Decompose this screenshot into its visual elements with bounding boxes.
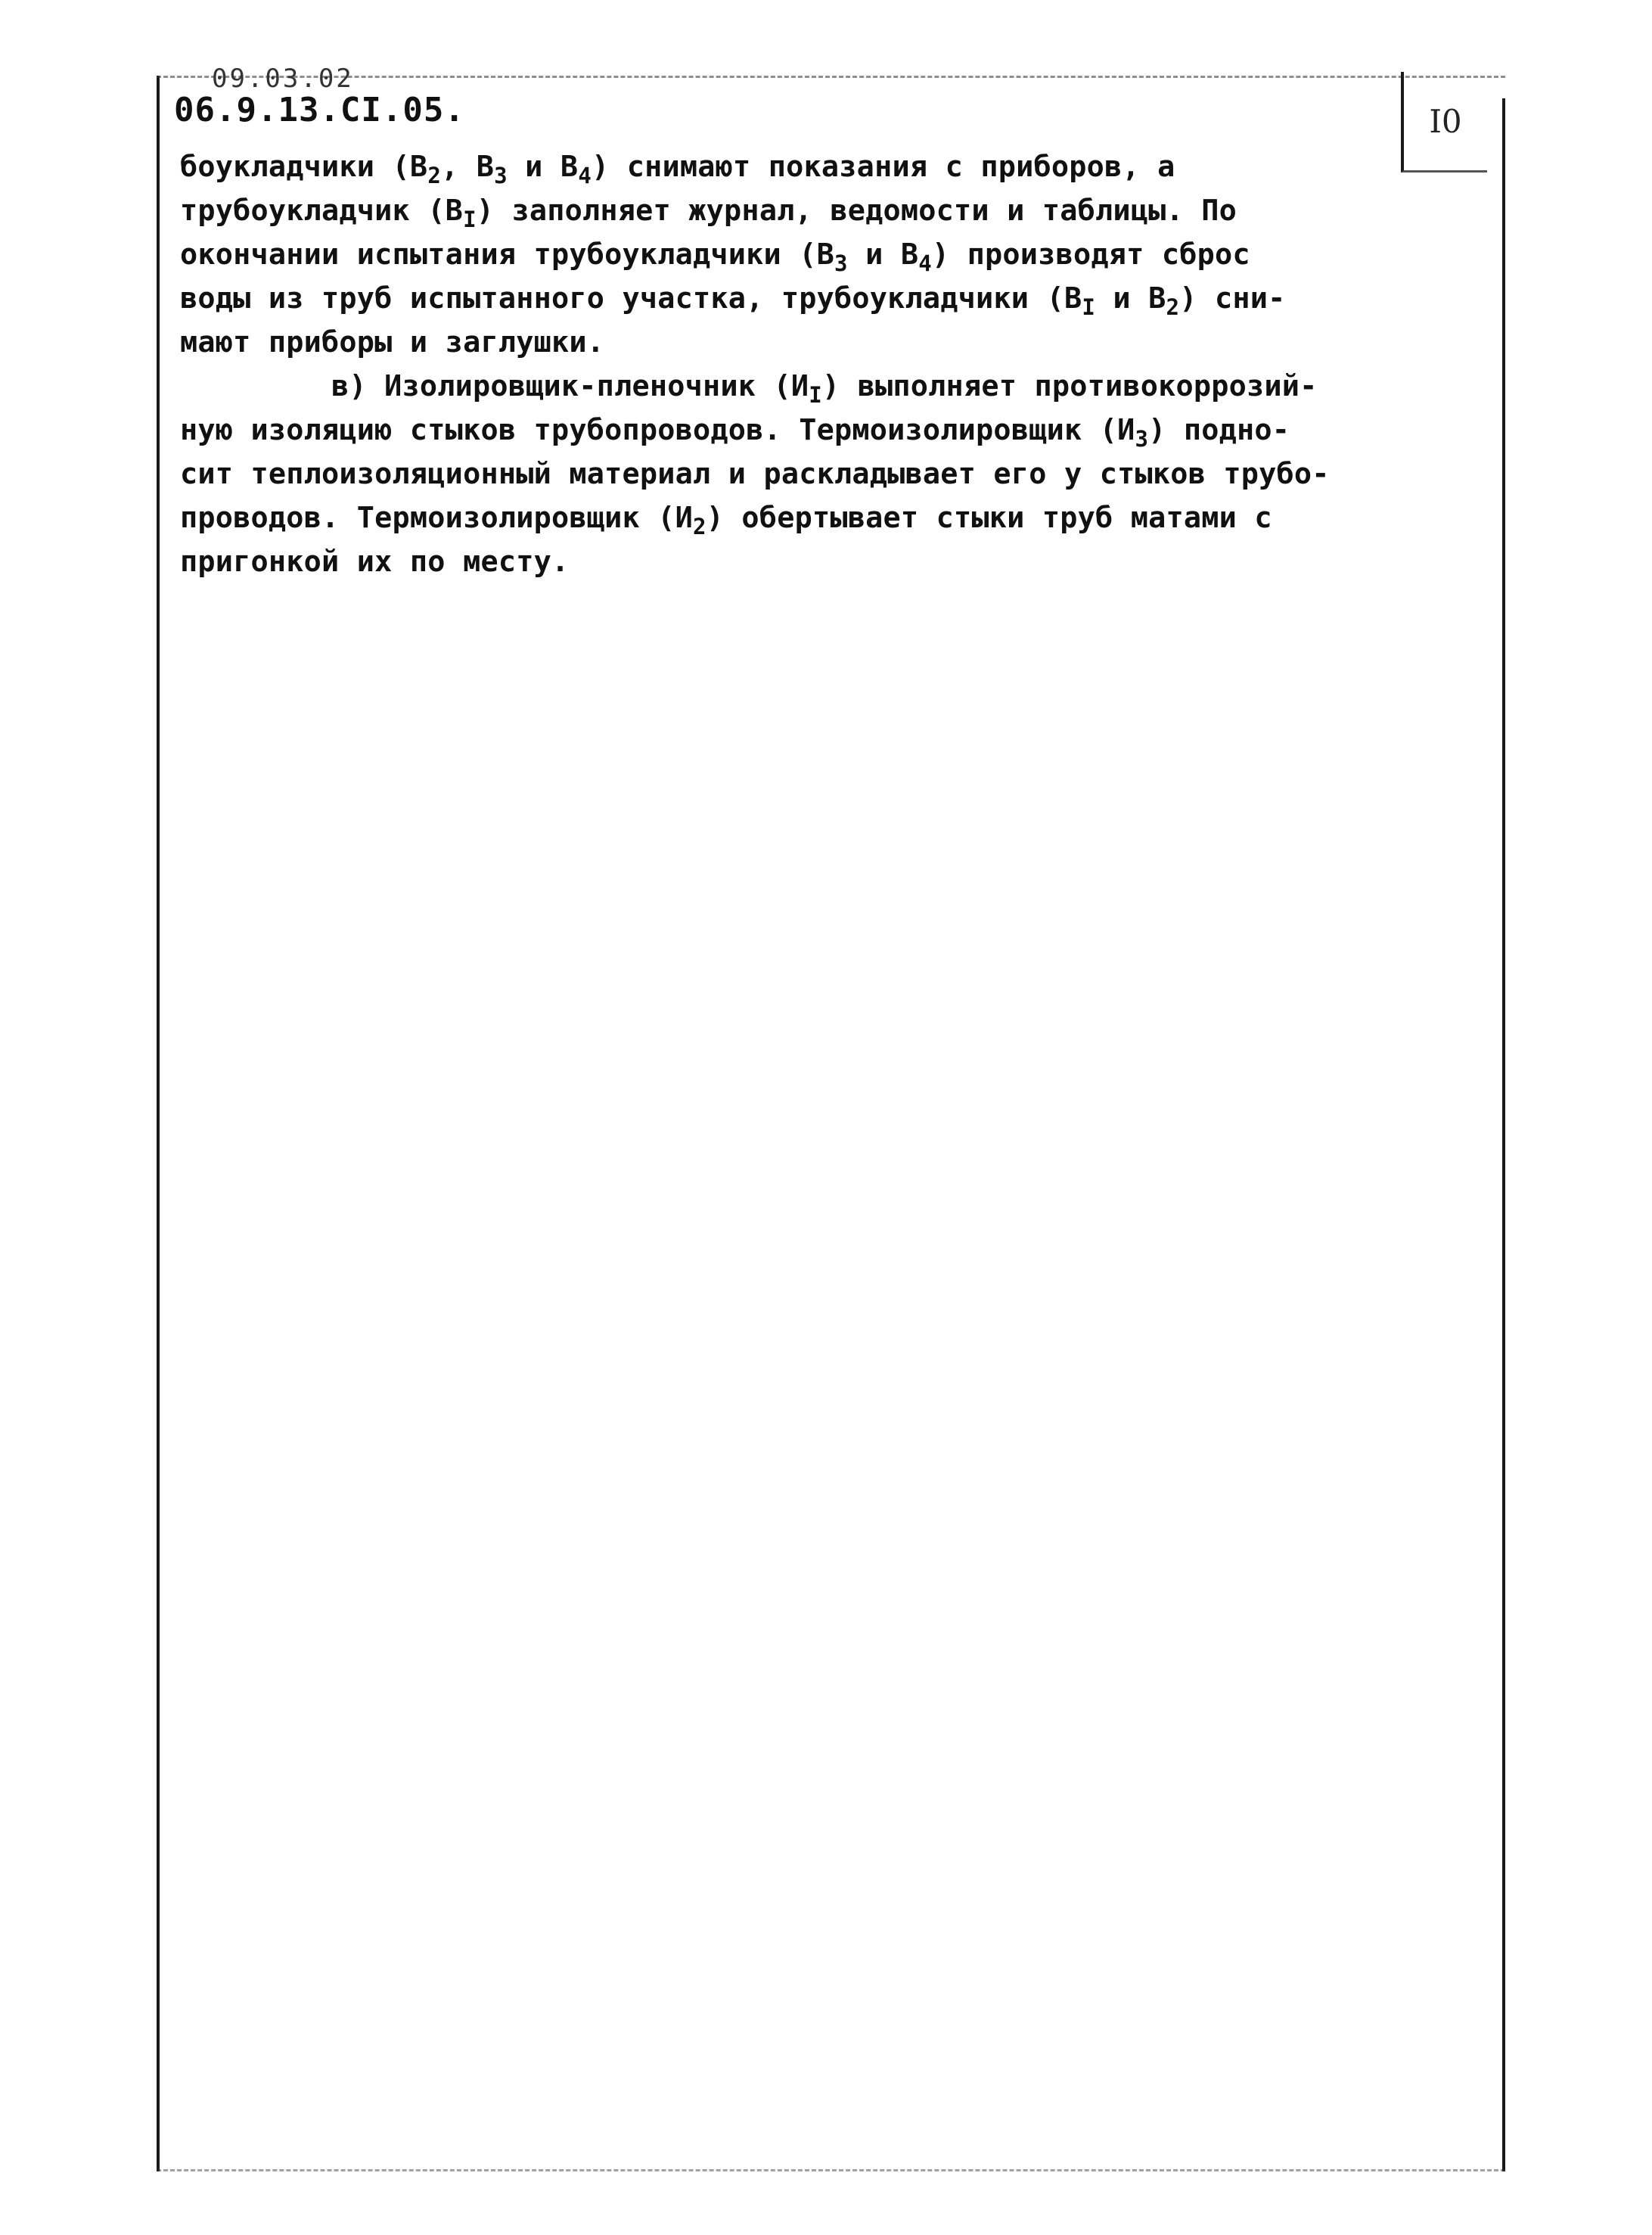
- text-line: трубоукладчик $(В_I)$ заполняет журнал, ведомости и таблицы. По: [180, 194, 1237, 232]
- text-line: окончании испытания трубоукладчики ($В_3$ и $В_4$) производят сброс: [180, 238, 1250, 276]
- frame-right-border: [1502, 98, 1505, 2171]
- text-line: воды из труб испытанного участка, трубоукладчики ($В_I$ и $В_2$) сни-: [180, 281, 1286, 320]
- text-line: боукладчики ($В_2$, $В_3$ и $В_4$) снимают показания с приборов, а: [180, 150, 1175, 188]
- text-line: проводов. Термоизолировщик $(И_2)$ обертывает стыки труб матами с: [180, 501, 1272, 539]
- frame-bottom-border: [157, 2169, 1505, 2171]
- text-line: сит теплоизоляционный материал и раскладывает его у стыков трубо-: [180, 457, 1330, 491]
- text-line: пригонкой их по месту.: [180, 545, 570, 579]
- text-line: мают приборы и заглушки.: [180, 325, 605, 359]
- body-text: [180, 145, 1481, 584]
- frame-left-border: [157, 76, 160, 2171]
- text-line: ную изоляцию стыков трубопроводов. Термоизолировщик $(И_3)$ подно-: [180, 413, 1290, 452]
- page-number: I0: [1401, 72, 1487, 173]
- header-stamp: 09.03.02: [212, 64, 354, 94]
- document-code: 06.9.13.CI.05.: [174, 91, 465, 129]
- paragraph-start-line: в) Изолировщик-пленочник $(И_I)$ выполняет противокоррозий-: [331, 369, 1318, 408]
- frame-top-border: [157, 76, 1505, 78]
